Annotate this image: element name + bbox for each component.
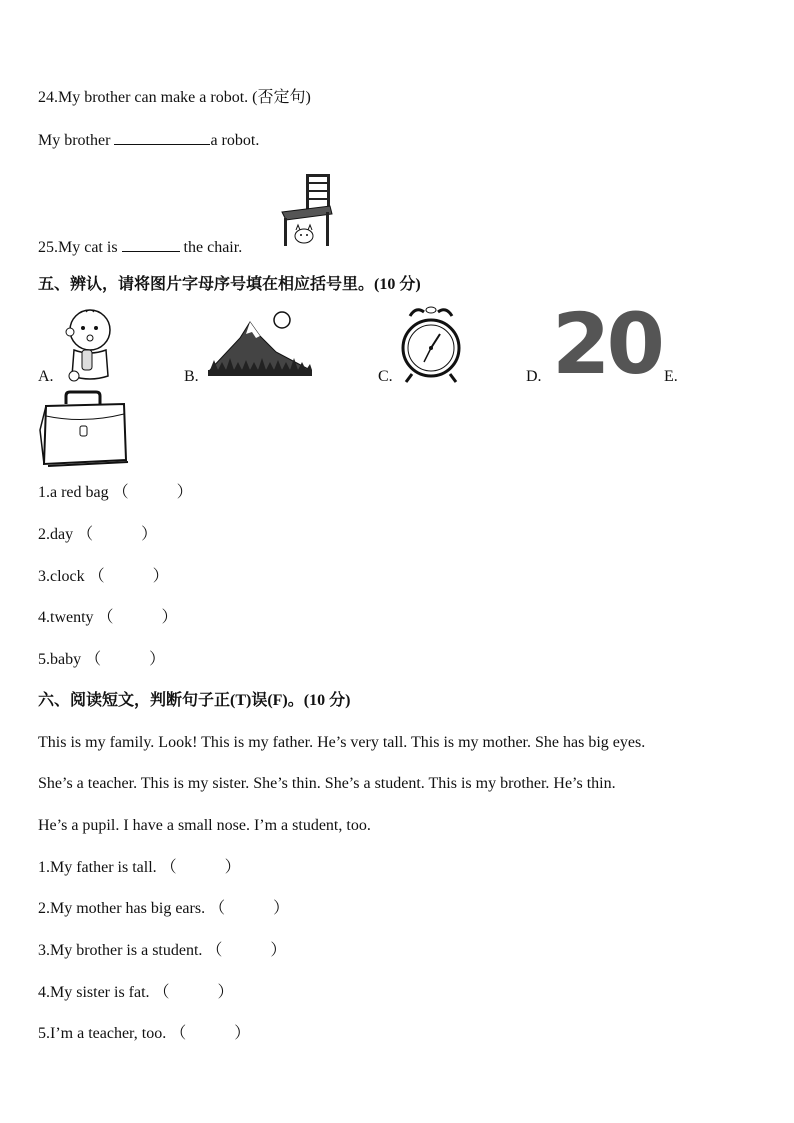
s6-item-2-answer[interactable]: （ ） <box>209 900 290 917</box>
number-twenty-icon: 20 <box>552 295 661 393</box>
s6-item-3-answer[interactable]: （ ） <box>206 942 287 959</box>
bag-icon <box>36 390 130 470</box>
s5-item-1-text: 1.a red bag <box>38 484 109 501</box>
s5-item-3-text: 3.clock <box>38 568 85 585</box>
option-b-label: B. <box>184 368 199 385</box>
option-c-label: C. <box>378 368 393 385</box>
s6-item-4-text: 4.My sister is fat. <box>38 984 150 1001</box>
s6-item-5-text: 5.I’m a teacher, too. <box>38 1025 167 1042</box>
s6-item-4-answer[interactable]: （ ） <box>153 984 234 1001</box>
s5-item-2-text: 2.day <box>38 526 74 543</box>
q24-answer-blank[interactable] <box>114 130 210 145</box>
passage-line-2: She’s a teacher. This is my sister. She’s thin. She’s a student. This is my brother. He’s thin. <box>38 775 616 792</box>
s5-item-1 <box>38 483 193 503</box>
option-d-label: D. <box>526 368 542 385</box>
s5-item-1-answer[interactable]: （ ） <box>112 484 193 501</box>
section-6-heading: 六、阅读短文，判断句子正(T)误(F)。(10 分) <box>38 692 351 709</box>
q24-answer-prefix: My brother <box>38 132 111 149</box>
s5-item-2-answer[interactable]: （ ） <box>77 526 158 543</box>
s5-item-4 <box>38 608 178 628</box>
q25-prefix: 25.My cat is <box>38 239 118 256</box>
question-25-line <box>38 237 242 258</box>
baby-icon <box>60 306 118 384</box>
passage-line-3: He’s a pupil. I have a small nose. I’m a student, too. <box>38 817 371 834</box>
q24-answer-suffix: a robot. <box>210 132 260 149</box>
passage-line-1: This is my family. Look! This is my father. He’s very tall. This is my mother. She has big eyes. <box>38 734 646 751</box>
s6-item-2 <box>38 899 289 919</box>
mountain-icon <box>206 308 314 380</box>
q25-suffix: the chair. <box>183 239 243 256</box>
s6-item-1-text: 1.My father is tall. <box>38 859 157 876</box>
q25-answer-blank[interactable] <box>122 237 180 252</box>
s5-item-4-text: 4.twenty <box>38 609 94 626</box>
chair-cat-icon <box>278 170 334 250</box>
section-5-heading: 五、辨认，请将图片字母序号填在相应括号里。(10 分) <box>38 276 421 293</box>
s6-item-5-answer[interactable]: （ ） <box>170 1025 251 1042</box>
s6-item-5 <box>38 1024 250 1044</box>
s6-item-3-text: 3.My brother is a student. <box>38 942 203 959</box>
s6-item-1 <box>38 858 241 878</box>
s5-item-4-answer[interactable]: （ ） <box>97 609 178 626</box>
s5-item-3-answer[interactable]: （ ） <box>88 568 169 585</box>
question-24-prompt: 24.My brother can make a robot. (否定句) <box>38 89 311 106</box>
s6-item-4 <box>38 983 234 1003</box>
s5-item-5-answer[interactable]: （ ） <box>85 651 166 668</box>
alarm-clock-icon <box>400 304 462 384</box>
s5-item-3 <box>38 567 169 587</box>
s6-item-3 <box>38 941 286 961</box>
option-a-label: A. <box>38 368 54 385</box>
question-24-answer-line <box>38 130 259 151</box>
s5-item-5-text: 5.baby <box>38 651 82 668</box>
option-e-label: E. <box>664 368 678 385</box>
s6-item-1-answer[interactable]: （ ） <box>160 859 241 876</box>
s6-item-2-text: 2.My mother has big ears. <box>38 900 206 917</box>
s5-item-5 <box>38 650 165 670</box>
s5-item-2 <box>38 525 157 545</box>
